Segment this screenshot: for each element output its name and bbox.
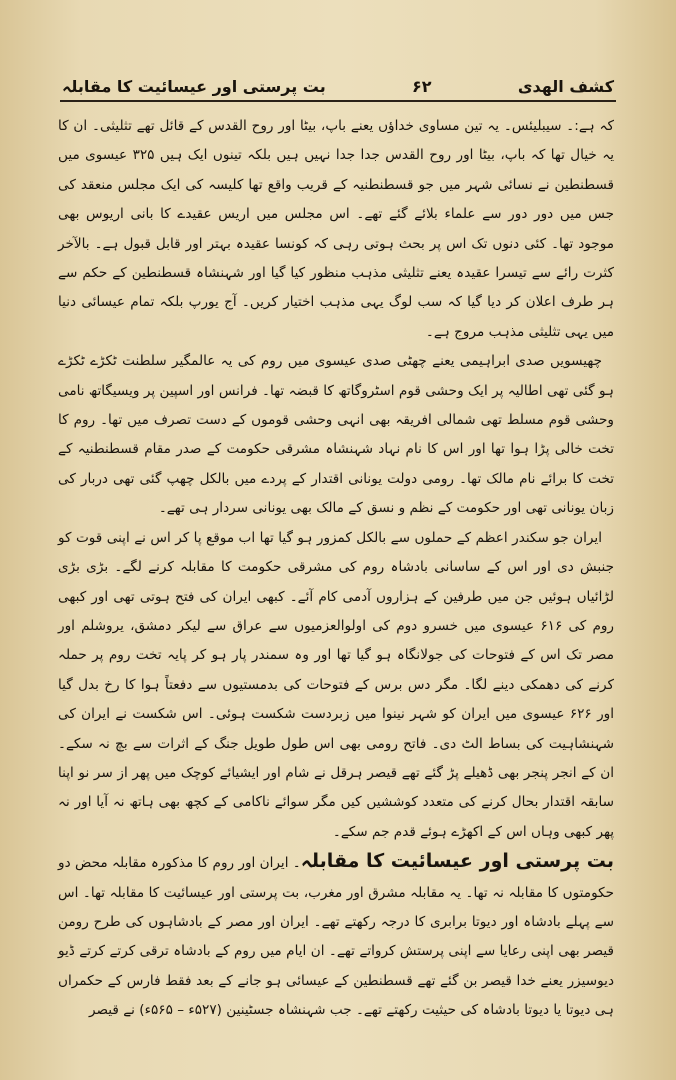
section-heading: بت پرستی اور عیسائیت کا مقابلہ <box>300 850 614 873</box>
page-body <box>58 112 614 1040</box>
header-section-title: بت پرستی اور عیسائیت کا مقابلہ <box>62 77 326 96</box>
header-rule <box>60 100 616 102</box>
paragraph-1: کہ ہے:۔ سیبلیئس۔ یہ تین مساوی خداؤں یعنے باپ، بیٹا اور روح القدس کے قائل تھے تثلیثی۔ ان کا یہ خیال تھا کہ باپ، بیٹا اور روح القدس جدا جدا نہیں ہیں بلکہ تینوں ایک ہیں ۳۲۵ عیسوی میں قسطنطین نے نسائی شہر میں جو قسطنطنیہ کے قریب واقع تھا کلیسہ کی ایک مجلس منعقد کی جس میں دور دور سے علماء بلائے گئے تھے۔ اس مجلس میں اریس عقیدے کا بانی اریوس بھی موجود تھا۔ کئی دنوں تک اس پر بحث ہوتی رہی کہ کونسا عقیدہ بہتر اور قابل قبول ہے۔ بالآخر کثرت رائے سے تیسرا عقیدہ یعنے تثلیثی مذہب منظور کیا گیا اور شہنشاہ قسطنطین کے حکم سے ہر طرف اعلان کر دیا گیا کہ سب لوگ یہی مذہب اختیار کریں۔ آج یورپ بلکہ تمام عیسائی دنیا میں یہی تثلیثی مذہب مروج ہے۔ <box>58 118 614 340</box>
page-number: ۶۲ <box>412 77 432 96</box>
section-paragraph <box>58 847 614 1025</box>
section-text: ۔ ایران اور روم کا مذکورہ مقابلہ محض دو حکومتوں کا مقابلہ نہ تھا۔ یہ مقابلہ مشرق اور مغرب، بت پرستی اور عیسائیت کا مقابلہ تھا۔ اس سے پہلے بادشاہ اور دیوتا برابری کا درجہ رکھتے تھے۔ ایران اور مصر کے بادشاہوں کی طرح رومن قیصر بھی اپنی رعایا سے اپنی پرستش کرواتے تھے۔ ان ایام میں روم کے بادشاہ ترقی کرتے کرتے ڈیو دیوسیزر یعنے خدا قیصر بن گئے تھے قسطنطین کے عیسائی ہو جانے کے بعد فقط فارس کے حکمراں ہی دیوتا یا دیوتا بادشاہ کی حیثیت رکھتے تھے۔ جب شہنشاہ جسٹینین (۵۲۷ء – ۵۶۵ء) نے قیصر <box>58 855 614 1019</box>
paragraph-2: چھیسویں صدی ابراہیمی یعنے چھٹی صدی عیسوی میں روم کی یہ عالمگیر سلطنت ٹکڑے ٹکڑے ہو گئی تھی اطالیہ پر ایک وحشی قوم اسٹروگاتھ کا قبضہ تھا۔ فرانس اور اسپین پر ویسیگاتھ نامی وحشی قوم مسلط تھی شمالی افریقہ بھی انہی وحشی قوموں کے دست تصرف میں تھا۔ روم کا تخت خالی پڑا ہوا تھا اور اس کا نام نہاد شہنشاہ مشرقی حکومت کے صدر مقام قسطنطنیہ کے تخت کا برائے نام مالک تھا۔ رومی دولت یونانی اقتدار کے پردے میں بالکل چھپ گئی تھی دربار کی زبان یونانی تھی اور حکومت کے نظم و نسق کے مالک بھی یونانی سردار ہی تھے۔ <box>58 353 614 517</box>
header-book-title: کشف الھدی <box>517 77 614 96</box>
paragraph-3: ایران جو سکندر اعظم کے حملوں سے بالکل کمزور ہو گیا تھا اب موقع پا کر اس نے اپنی قوت کو جنبش دی اور اس کے ساسانی بادشاہ روم کی مشرقی حکومت کا مقابلہ کرنے لگے۔ بڑی بڑی لڑائیاں ہوئیں جن میں طرفین کے ہزاروں آدمی کام آئے۔ کبھی ایران کی فتح ہوتی تھی اور کبھی روم کی ۶۱۶ عیسوی میں خسرو دوم کی اولوالعزمیوں سے عراق سے لیکر دمشق، یروشلم اور مصر تک اس کے فتوحات کی جولانگاہ ہو گیا تھا اور وہ سمندر پار ہو کر پایہ تخت روم پر حملہ کرنے کی دھمکی دینے لگا۔ مگر دس برس کے فتوحات کی بدمستیوں سے دفعتاً ہوا کا رخ بدل گیا اور ۶۲۶ عیسوی میں ایران کو شہر نینوا میں زبردست شکست ہوئی۔ اس شکست نے ایران کی شہنشاہیت کی بساط الٹ دی۔ فاتح رومی بھی اس طول طویل جنگ کے اثرات سے بچ نہ سکے۔ ان کے انجر پنجر بھی ڈھیلے پڑ گئے تھے قیصر ہرقل نے شام اور ایشیائے کوچک میں پھر از سر نو اپنا سابقہ اقتدار بحال کرنے کی متعدد کوششیں کیں مگر سوائے ناکامی کے کچھ بھی ہاتھ نہ آیا اور نہ پھر کبھی وہاں اس کے اکھڑے ہوئے قدم جم سکے۔ <box>58 529 615 840</box>
page-header <box>62 62 614 96</box>
